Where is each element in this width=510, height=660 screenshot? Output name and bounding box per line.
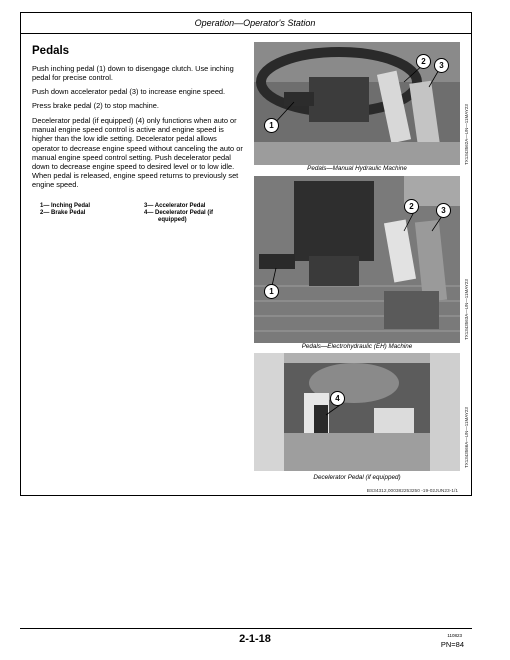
page-number: 2-1-18 (239, 633, 271, 645)
paragraph-inching: Push inching pedal (1) down to disengage clutch. Use inching pedal for precise control. (32, 64, 234, 83)
figure2-code: TX1343563A—UN—11MAY23 (464, 279, 469, 340)
legend-item-accelerator: 3— Accelerator Pedal (144, 203, 206, 209)
legend-item-decelerator: 4— Decelerator Pedal (if (144, 210, 214, 216)
reference-code: BS34312,000382253250 -19-02JUN23-1/1 (366, 489, 458, 494)
figure-electrohydraulic (254, 176, 460, 344)
content-right-rule (471, 34, 472, 496)
figure2-callout-1: 1 (264, 284, 279, 299)
header-top-rule (20, 12, 472, 13)
legend-item-inching: 1— Inching Pedal (40, 203, 91, 209)
legend-left (40, 203, 90, 217)
figure1-callout-3: 3 (434, 58, 449, 73)
figure1-callout-1: 1 (264, 118, 279, 133)
header-title: Operation—Operator's Station (194, 18, 316, 28)
legend-right (144, 203, 213, 224)
figure-electrohydraulic-art (254, 176, 460, 344)
figure1-callout-2: 2 (416, 54, 431, 69)
figure3-caption: Decelerator Pedal (if equipped) (254, 474, 460, 482)
figure1-caption: Pedals—Manual Hydraulic Machine (254, 165, 460, 173)
figure1-code: TX1343562A—UN—11MAY23 (464, 104, 469, 165)
figure-decelerator (254, 353, 460, 471)
figure-manual-hydraulic (254, 42, 460, 172)
paragraph-brake: Press brake pedal (2) to stop machine. (32, 101, 159, 110)
section-title: Pedals (32, 45, 70, 57)
footer-small-code: 110823 (447, 633, 462, 638)
figure2-callout-2: 2 (404, 199, 419, 214)
pn-label: PN=84 (440, 640, 464, 649)
figure2-callout-3: 3 (436, 203, 451, 218)
figure2-caption: Pedals—Electrohydraulic (EH) Machine (254, 343, 460, 351)
figure3-callout-4: 4 (330, 391, 345, 406)
paragraph-decelerator: Decelerator pedal (if equipped) (4) only functions when auto or manual engine speed control is active and engine speed is higher than the low idle setting. Decelerator pedal allows operator to decrease engine speed without canceling the auto or manual engine speed control setting. Push decelerator pedal down to decrease engine speed to desired level or to low idle. When pedal is released, engine speed returns to previously set engine speed. (32, 116, 243, 190)
content-left-rule (20, 34, 21, 496)
content-bottom-rule (20, 495, 472, 496)
legend-item-decelerator-cont: equipped) (158, 217, 187, 223)
paragraph-accelerator: Push down accelerator pedal (3) to increase engine speed. (32, 87, 226, 96)
header-bottom-rule (20, 33, 472, 34)
figure3-code: TX1343566A—UN—11MAY23 (464, 407, 469, 468)
footer-rule (20, 628, 472, 629)
legend-item-brake: 2— Brake Pedal (40, 210, 86, 216)
figure-decelerator-art (254, 353, 460, 471)
